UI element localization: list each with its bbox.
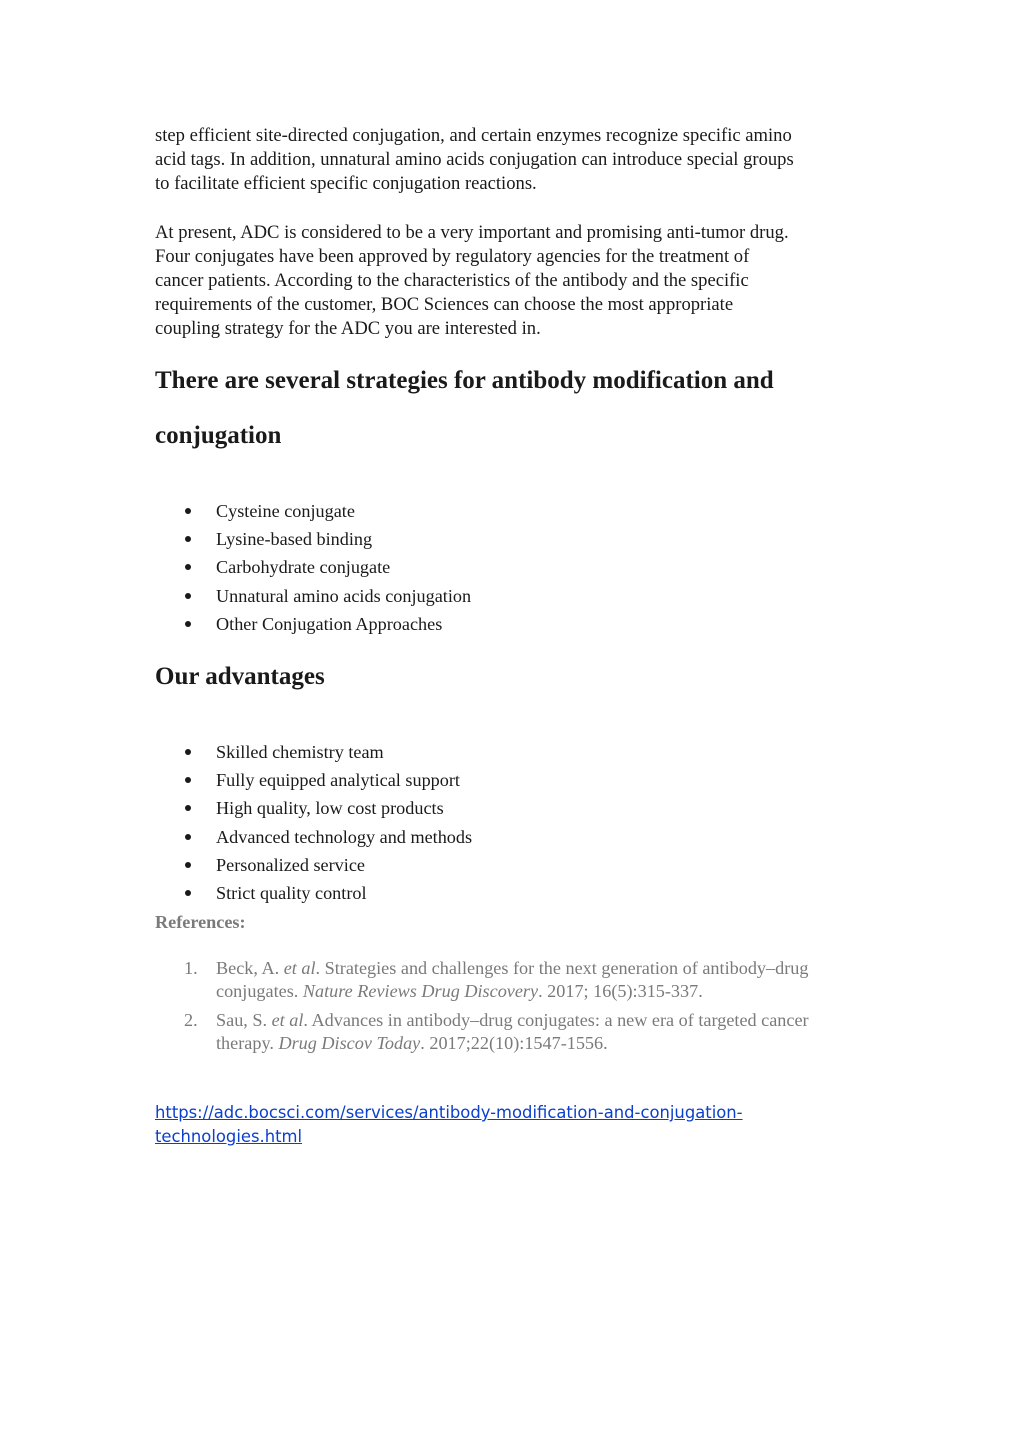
intro-paragraph <box>155 124 875 196</box>
list-item <box>155 851 472 879</box>
list-item <box>155 553 471 581</box>
reference-title-cont: therapy. <box>216 1033 279 1053</box>
intro-line: to facilitate efficient specific conjugation reactions. <box>155 173 537 194</box>
list-item-label: High quality, low cost products <box>216 798 444 819</box>
source-link[interactable] <box>155 1101 743 1149</box>
reference-line <box>216 980 809 1003</box>
adc-line: cancer patients. According to the characteristics of the antibody and the specific <box>155 270 749 291</box>
bullet-icon <box>185 805 191 811</box>
adc-line: At present, ADC is considered to be a very important and promising anti-tumor drug. <box>155 222 789 243</box>
list-item <box>155 766 472 794</box>
list-item-label: Cysteine conjugate <box>216 501 355 521</box>
reference-title-cont: conjugates. <box>216 981 303 1001</box>
strategies-list <box>155 497 471 638</box>
reference-et-al: et al <box>271 1010 304 1030</box>
list-item-label: Advanced technology and methods <box>216 826 473 847</box>
references-label: References: <box>155 912 246 932</box>
reference-authors: Beck, A. <box>216 958 284 978</box>
reference-number: 1. <box>184 958 198 978</box>
list-item-label: Unnatural amino acids conjugation <box>216 585 472 606</box>
reference-authors: Sau, S. <box>216 1010 272 1030</box>
reference-journal: Nature Reviews Drug Discovery <box>302 981 539 1001</box>
adc-paragraph <box>155 221 875 341</box>
list-item <box>155 525 471 553</box>
reference-citation: . 2017; 16(5):315-337. <box>538 981 703 1001</box>
advantages-list <box>155 738 472 907</box>
reference-item <box>155 957 809 1009</box>
bullet-icon <box>185 834 191 840</box>
bullet-icon <box>185 749 191 755</box>
reference-citation: . 2017;22(10):1547-1556. <box>420 1033 608 1053</box>
list-item-label: Carbohydrate conjugate <box>216 557 391 578</box>
reference-line <box>216 957 809 980</box>
bullet-icon <box>185 777 191 783</box>
intro-line: acid tags. In addition, unnatural amino acids conjugation can introduce special groups <box>155 149 794 170</box>
list-item-label: Fully equipped analytical support <box>216 770 460 791</box>
source-link-line1[interactable]: https://adc.bocsci.com/services/antibody-modification-and-conjugation- <box>155 1103 743 1122</box>
bullet-icon <box>185 536 191 542</box>
bullet-icon <box>185 564 191 570</box>
list-item-label: Lysine-based binding <box>216 529 373 550</box>
adc-line: coupling strategy for the ADC you are interested in. <box>155 318 541 339</box>
list-item <box>155 823 472 851</box>
reference-line <box>216 1032 809 1055</box>
strategies-heading-line2: conjugation <box>155 422 282 449</box>
adc-line: requirements of the customer, BOC Sciences can choose the most appropriate <box>155 294 734 315</box>
list-item-label: Skilled chemistry team <box>216 742 384 762</box>
list-item-label: Strict quality control <box>216 882 367 903</box>
strategies-heading-line1: There are several strategies for antibody modification and <box>155 367 774 394</box>
list-item <box>155 582 471 610</box>
list-item-label: Other Conjugation Approaches <box>216 613 443 634</box>
list-item <box>155 497 471 525</box>
list-item <box>155 738 472 766</box>
source-link-line2[interactable]: technologies.html <box>155 1127 303 1146</box>
bullet-icon <box>185 890 191 896</box>
adc-line: Four conjugates have been approved by regulatory agencies for the treatment of <box>155 246 750 267</box>
reference-title: . Advances in antibody–drug conjugates: a new era of targeted cancer <box>303 1010 809 1030</box>
reference-item <box>155 1009 809 1055</box>
reference-journal: Drug Discov Today <box>278 1033 421 1053</box>
list-item-label: Personalized service <box>216 854 365 875</box>
bullet-icon <box>185 508 191 514</box>
list-item <box>155 610 471 638</box>
reference-number: 2. <box>184 1010 198 1030</box>
bullet-icon <box>185 621 191 627</box>
list-item <box>155 879 472 907</box>
reference-line <box>216 1009 809 1032</box>
list-item <box>155 794 472 822</box>
bullet-icon <box>185 593 191 599</box>
advantages-heading: Our advantages <box>155 663 325 690</box>
reference-title: . Strategies and challenges for the next generation of antibody–drug <box>315 958 809 978</box>
bullet-icon <box>185 862 191 868</box>
reference-et-al: et al <box>283 958 316 978</box>
intro-line: step efficient site-directed conjugation, and certain enzymes recognize specific amino <box>155 125 792 146</box>
references-list <box>155 957 809 1055</box>
